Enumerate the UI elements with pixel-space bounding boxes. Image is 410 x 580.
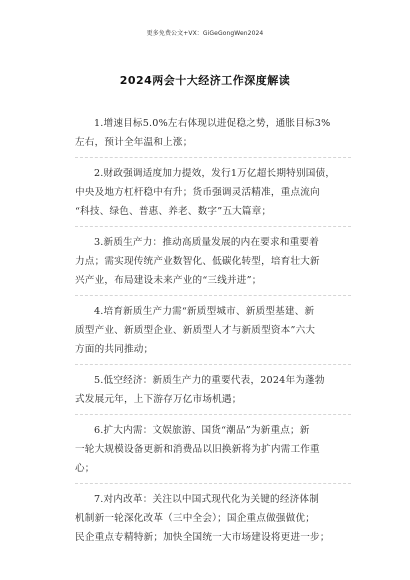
list-item: [75, 421, 351, 484]
document-title: 2024两会十大经济工作深度解读: [119, 74, 291, 87]
list-item: [75, 114, 351, 158]
item-line: 质型产业、新质型企业、新质型人才与新质型资本”六大: [75, 325, 316, 336]
item-line: 一轮大规模设备更新和消费品以旧换新将为扩内需工作重: [75, 444, 320, 455]
item-line: 机制新一轮深化改革（三中全会）；国企重点做强做优；: [75, 513, 316, 524]
list-item: [75, 164, 351, 227]
item-line: 方面的共同推动；: [75, 344, 154, 355]
item-line: 3.新质生产力：推动高质量发展的内在要求和重要着: [94, 237, 320, 248]
list-item: [75, 371, 351, 415]
item-line: 力点；需实现传统产业数智化、低碳化转型，培育壮大新: [75, 256, 320, 267]
item-line: 左右，预计全年温和上涨；: [75, 137, 193, 148]
item-line: 5.低空经济：新质生产力的重要代表，2024年为蓬勃: [94, 375, 325, 386]
header-note: 更多免费公文+VX：GiGeGongWen2024: [146, 30, 264, 37]
list-item: [75, 490, 351, 552]
list-item: [75, 233, 351, 296]
item-line: 2.财政强调适度加力提效，发行1万亿超长期特别国债，: [94, 168, 336, 179]
item-line: 式发展元年，上下游存万亿市场机遇；: [75, 394, 242, 405]
list-item: [75, 302, 351, 365]
document-body: [75, 114, 351, 558]
item-line: 中央及地方杠杆稳中有升；货币强调灵活精准，重点流向: [75, 187, 320, 198]
item-line: 兴产业，布局建设未来产业的“三线并进”；: [75, 275, 262, 286]
item-line: 6.扩大内需：文娱旅游、国货“潮品”为新重点；新: [94, 425, 310, 436]
item-line: “科技、绿色、普惠、养老、数字”五大篇章；: [75, 206, 272, 217]
item-line: 7.对内改革：关注以中国式现代化为关键的经济体制: [94, 494, 320, 505]
item-line: 1.增速目标5.0%左右体现以进促稳之势，通胀目标3%: [94, 118, 331, 129]
item-line: 心；: [75, 463, 95, 474]
item-line: 民企重点专精特新；加快全国统一大市场建设将更进一步；: [75, 532, 330, 543]
item-line: 4.培育新质生产力需“新质型城市、新质型基建、新: [94, 306, 315, 317]
